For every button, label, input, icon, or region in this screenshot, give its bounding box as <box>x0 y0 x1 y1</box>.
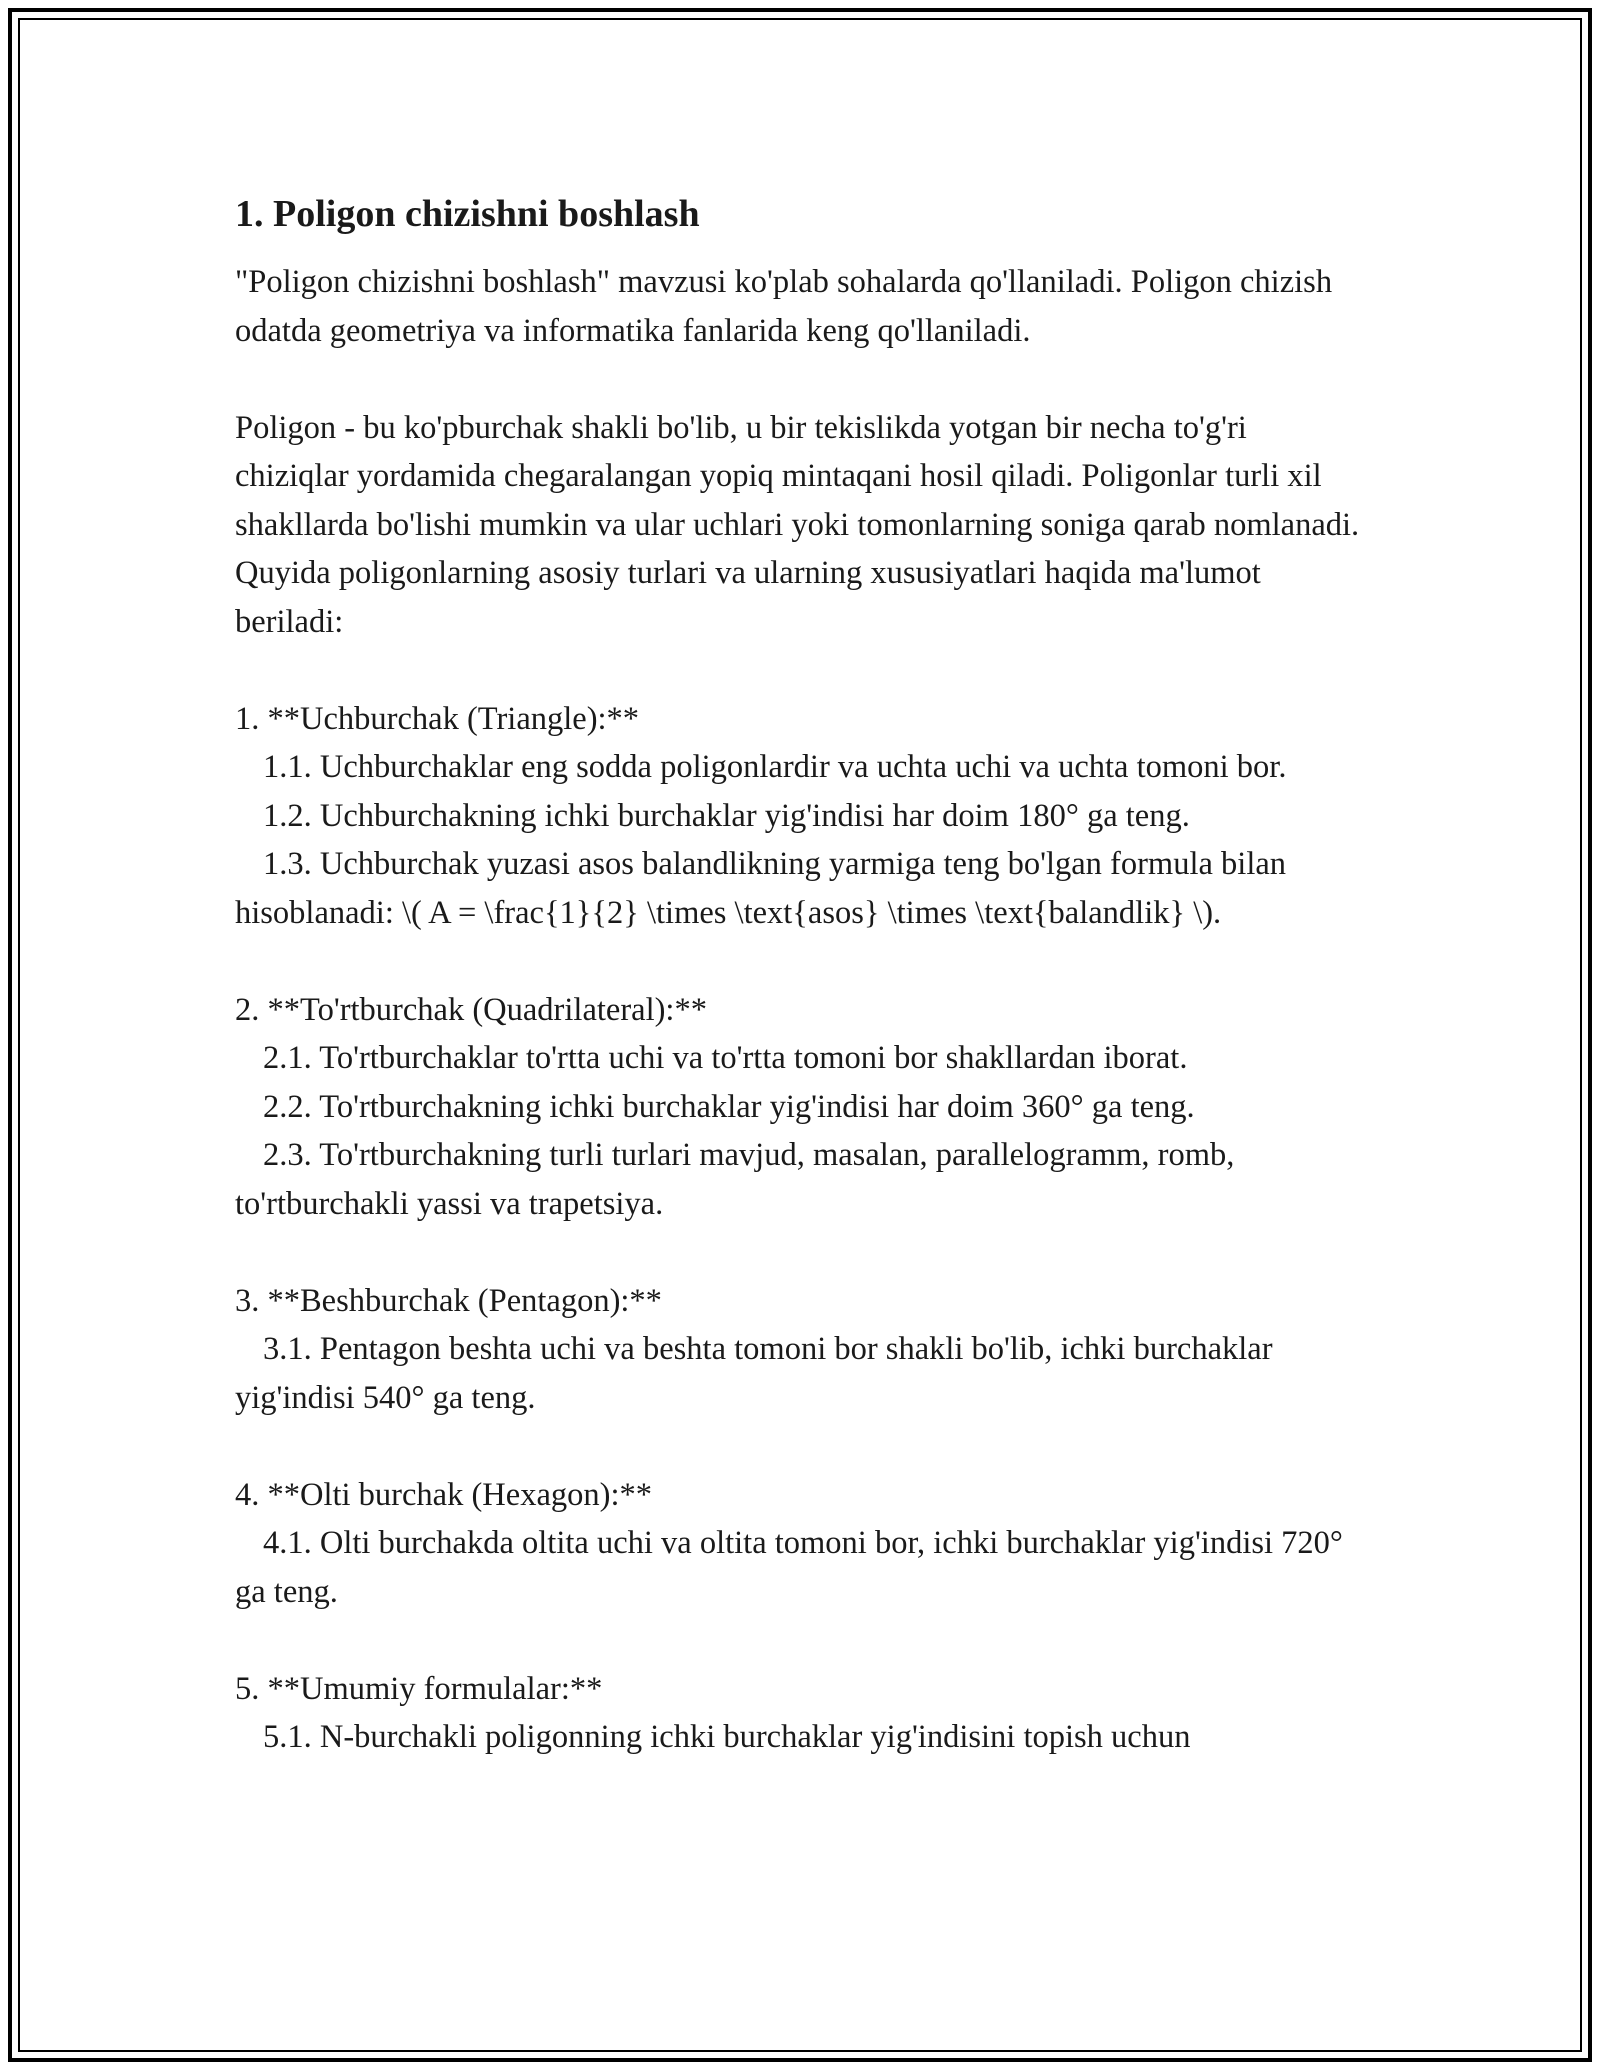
section-item: 2.3. To'rtburchakning turli turlari mavjud, masalan, parallelogramm, romb, to'rtburchakli yassi va trapetsiya. <box>235 1137 1235 1222</box>
section-triangle <box>235 695 1365 938</box>
section-heading: 3. **Beshburchak (Pentagon):** <box>235 1282 662 1319</box>
section-heading: 5. **Umumiy formulalar:** <box>235 1670 603 1707</box>
spacer <box>235 937 1365 986</box>
definition-paragraph: Poligon - bu ko'pburchak shakli bo'lib, u bir tekislikda yotgan bir necha to'g'ri chiziqlar yordamida chegaralangan yopiq mintaqani hosil qiladi. Poligonlar turli xil shakllarda bo'lishi mumkin va ular uchlari yoki tomonlarning soniga qarab nomlanadi. Quyida poligonlarning asosiy turlari va ularning xususiyatlari haqida ma'lumot beriladi: <box>235 409 1360 640</box>
section-item: 1.2. Uchburchakning ichki burchaklar yig'indisi har doim 180° ga teng. <box>263 797 1190 834</box>
section-pentagon <box>235 1277 1365 1423</box>
spacer <box>235 1422 1365 1471</box>
section-item: 3.1. Pentagon beshta uchi va beshta tomoni bor shakli bo'lib, ichki burchaklar yig'indisi 540° ga teng. <box>235 1331 1273 1416</box>
section-hexagon <box>235 1471 1365 1617</box>
spacer <box>235 355 1365 404</box>
section-item: 1.1. Uchburchaklar eng sodda poligonlardir va uchta uchi va uchta tomoni bor. <box>263 749 1287 785</box>
spacer <box>235 1228 1365 1277</box>
document-title: 1. Poligon chizishni boshlash <box>235 193 700 235</box>
spacer <box>235 1616 1365 1665</box>
section-general-formulas <box>235 1665 1365 1762</box>
section-heading: 4. **Olti burchak (Hexagon):** <box>235 1476 652 1513</box>
spacer <box>235 646 1365 695</box>
section-item: 1.3. Uchburchak yuzasi asos balandlikning yarmiga teng bo'lgan formula bilan hisoblanadi: \( A = \frac{1}{2} \times \text{asos} \times \text{balandlik} \). <box>235 846 1287 931</box>
section-item: 2.2. To'rtburchakning ichki burchaklar yig'indisi har doim 360° ga teng. <box>263 1088 1195 1125</box>
section-item: 2.1. To'rtburchaklar to'rtta uchi va to'rtta tomoni bor shakllardan iborat. <box>263 1040 1188 1076</box>
document-body <box>235 188 1365 1762</box>
section-heading: 2. **To'rtburchak (Quadrilateral):** <box>235 991 707 1028</box>
intro-paragraph: "Poligon chizishni boshlash" mavzusi ko'plab sohalarda qo'llaniladi. Poligon chizish odatda geometriya va informatika fanlarida keng qo'llaniladi. <box>235 264 1333 349</box>
section-item: 4.1. Olti burchakda oltita uchi va oltita tomoni bor, ichki burchaklar yig'indisi 720° ga teng. <box>235 1525 1343 1610</box>
section-quadrilateral <box>235 986 1365 1229</box>
section-item: 5.1. N-burchakli poligonning ichki burchaklar yig'indisini topish uchun <box>263 1719 1191 1755</box>
section-heading: 1. **Uchburchak (Triangle):** <box>235 700 640 737</box>
